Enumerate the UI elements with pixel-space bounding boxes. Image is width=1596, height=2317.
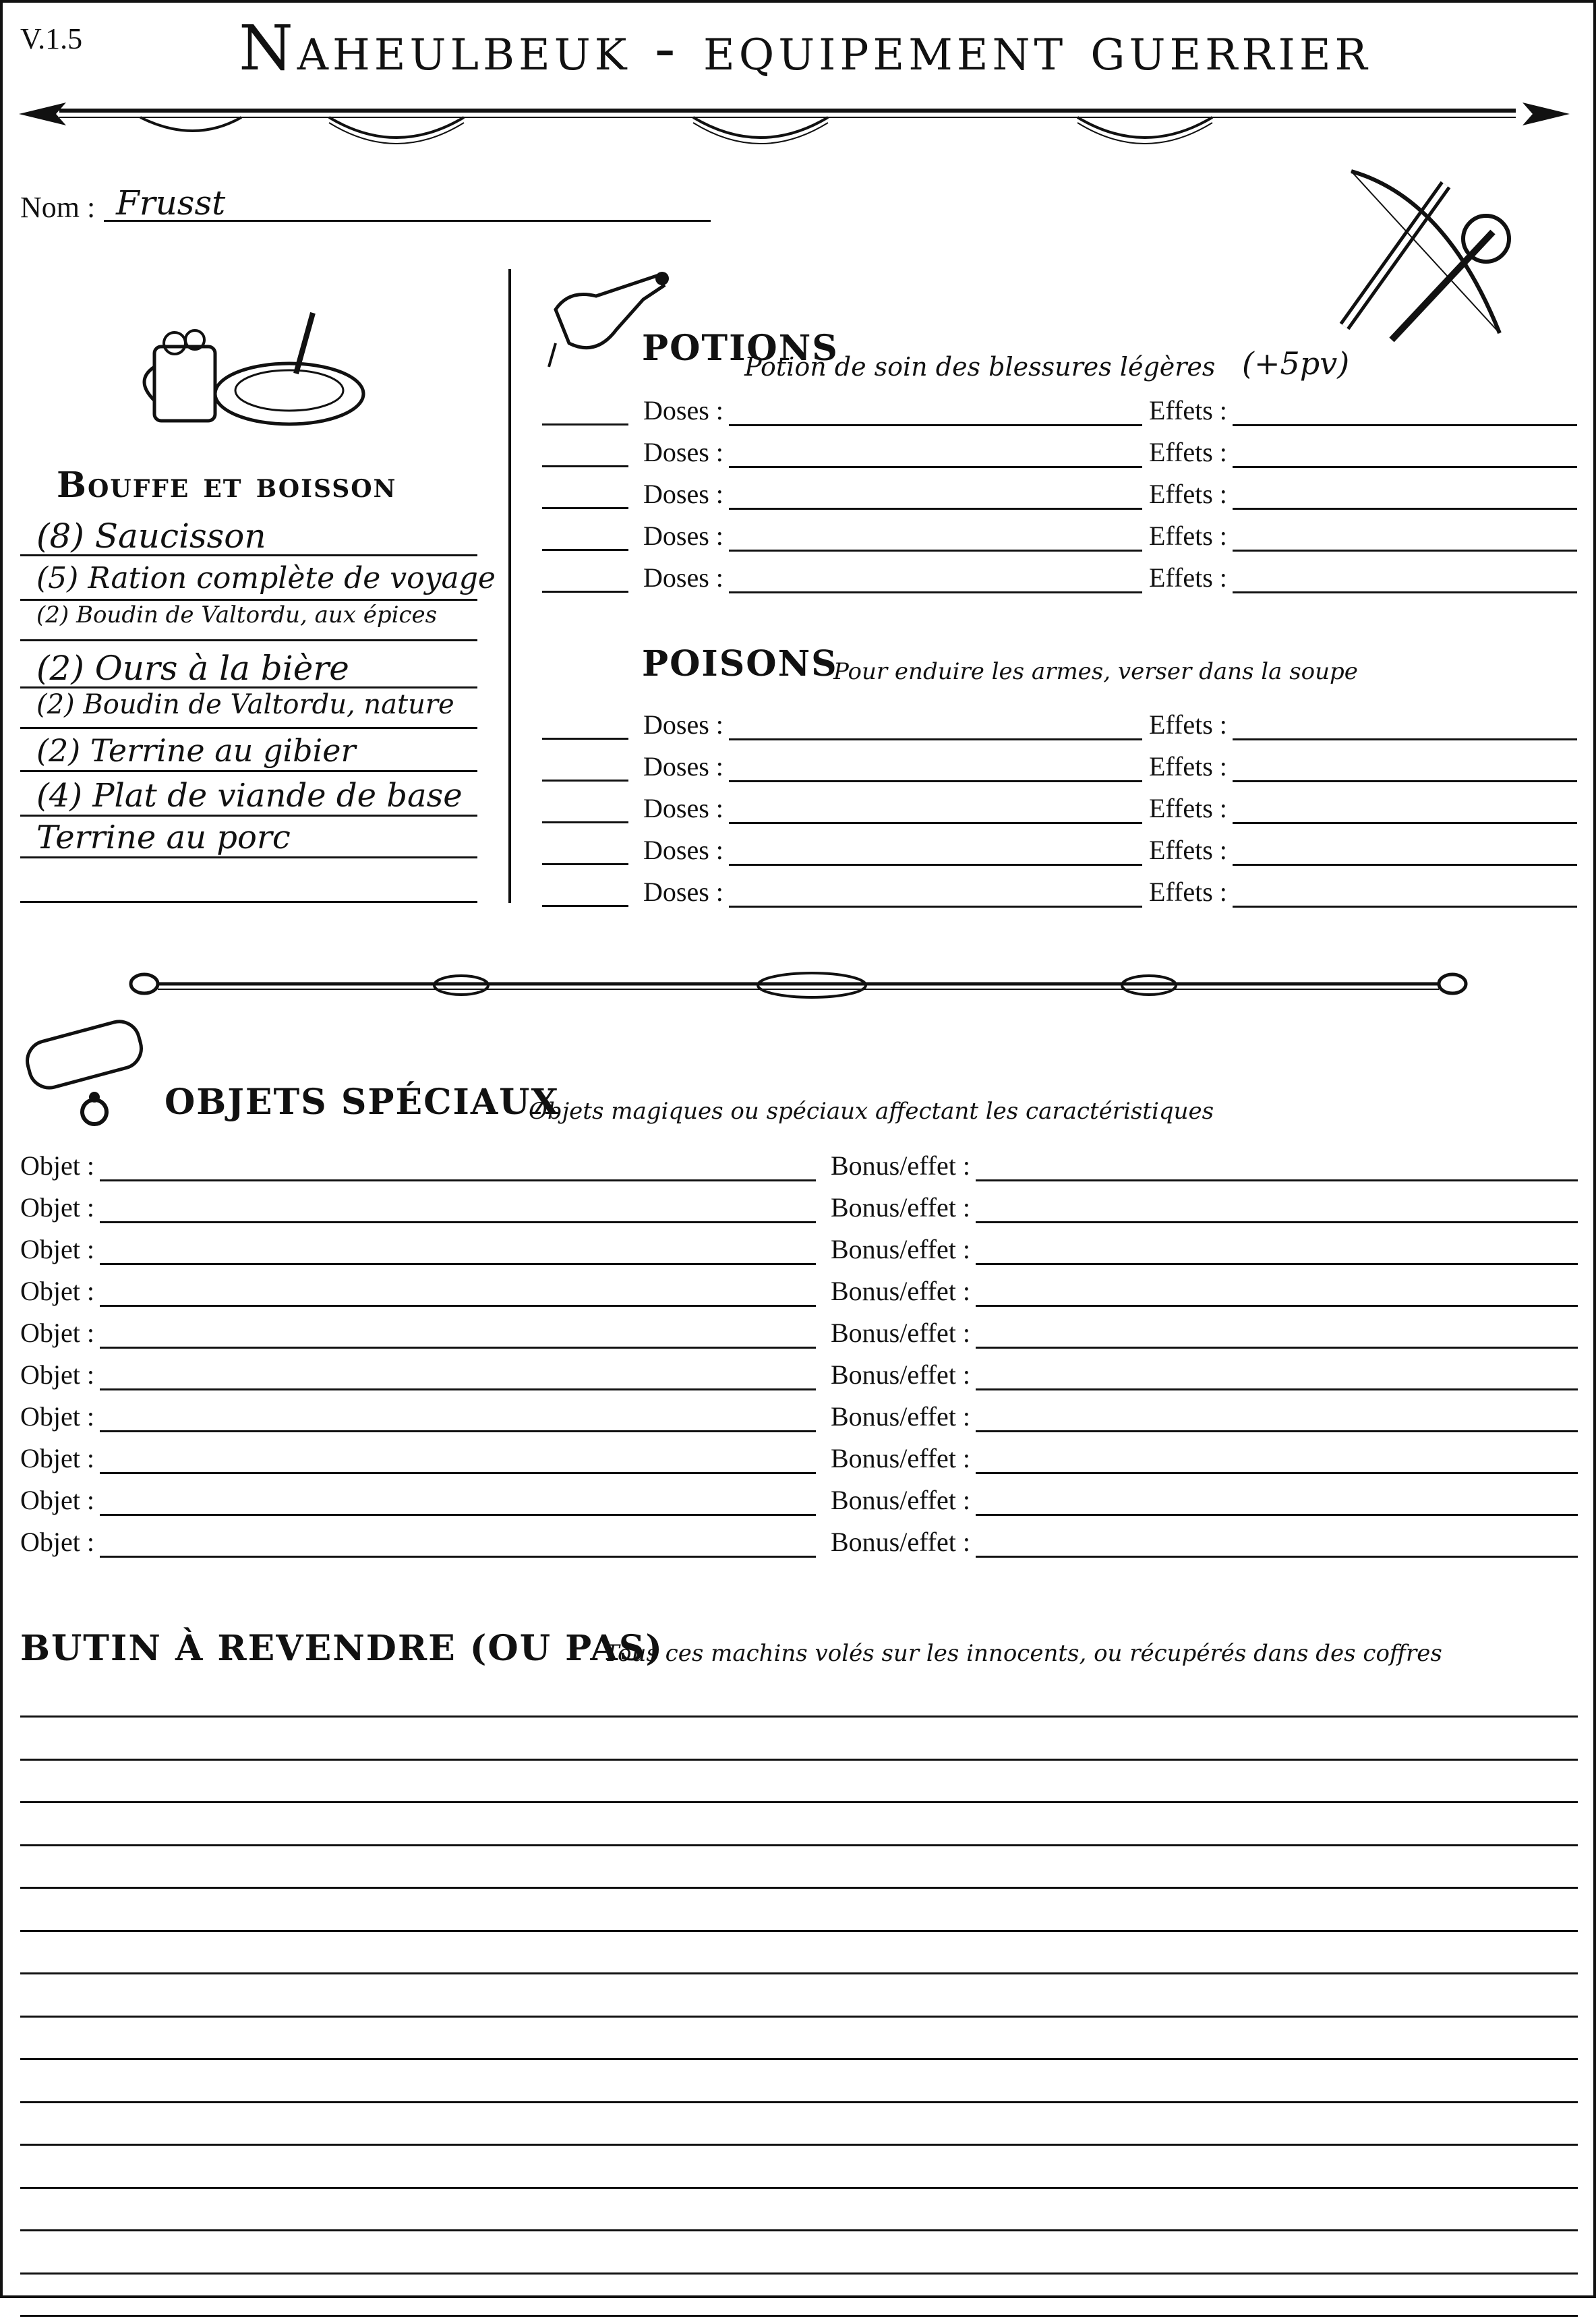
- potion-dose-row: [643, 521, 1142, 552]
- potion-dose-row: [643, 437, 1142, 468]
- special-object-row: [20, 1485, 816, 1516]
- bonus-field[interactable]: [976, 1198, 1578, 1223]
- special-object-row: [20, 1443, 816, 1474]
- poison-effect-label: Effets :: [1149, 751, 1227, 782]
- potions-heading: POTIONS: [642, 328, 839, 369]
- object-label: Objet :: [20, 1527, 94, 1557]
- potion-dose-row: [643, 479, 1142, 510]
- poison-effect-row: [1149, 709, 1577, 740]
- potion-dose-field[interactable]: [729, 568, 1142, 593]
- special-bonus-row: [831, 1318, 1578, 1349]
- object-label: Objet :: [20, 1401, 94, 1432]
- special-bonus-row: [831, 1276, 1578, 1307]
- poison-quantity-line[interactable]: [542, 738, 628, 740]
- bonus-field[interactable]: [976, 1282, 1578, 1307]
- food-item[interactable]: (8) Saucisson: [36, 517, 266, 556]
- potion-effect-label: Effets :: [1149, 479, 1227, 509]
- poison-quantity-line[interactable]: [542, 863, 628, 865]
- bonus-label: Bonus/effet :: [831, 1318, 971, 1348]
- potion-quantity-line[interactable]: [542, 591, 628, 593]
- poison-effect-label: Effets :: [1149, 877, 1227, 907]
- food-item-line: [20, 770, 477, 772]
- special-bonus-row: [831, 1443, 1578, 1474]
- special-object-row: [20, 1192, 816, 1223]
- loot-line[interactable]: [20, 2229, 1578, 2231]
- food-item[interactable]: (5) Ration complète de voyage: [36, 561, 496, 595]
- special-bonus-row: [831, 1192, 1578, 1223]
- food-item-line: [20, 599, 477, 601]
- potion-effect-field[interactable]: [1233, 401, 1577, 426]
- loot-line[interactable]: [20, 1972, 1578, 1974]
- scroll-ring-icon: [20, 1018, 155, 1132]
- special-object-row: [20, 1359, 816, 1390]
- potion-1-effect[interactable]: (+5pv): [1242, 345, 1350, 382]
- poisons-subtitle: Pour enduire les armes, verser dans la soupe: [833, 658, 1358, 685]
- potion-effect-row: [1149, 562, 1577, 593]
- loot-line[interactable]: [20, 1715, 1578, 1718]
- potion-quantity-line[interactable]: [542, 423, 628, 426]
- poison-effect-label: Effets :: [1149, 709, 1227, 740]
- loot-line[interactable]: [20, 2144, 1578, 2146]
- page-title: Naheulbeuk - equipement guerrier: [239, 12, 1371, 84]
- poison-dose-field[interactable]: [729, 757, 1142, 782]
- special-object-row: [20, 1318, 816, 1349]
- special-subtitle: Objets magiques ou spéciaux affectant les caractéristiques: [529, 1098, 1214, 1125]
- bonus-label: Bonus/effet :: [831, 1234, 971, 1264]
- special-bonus-row: [831, 1234, 1578, 1265]
- crossed-weapons-icon: [1324, 158, 1527, 353]
- bonus-label: Bonus/effet :: [831, 1150, 971, 1181]
- loot-line[interactable]: [20, 1759, 1578, 1761]
- potion-dose-label: Doses :: [643, 395, 723, 426]
- food-item[interactable]: (2) Terrine au gibier: [36, 732, 356, 769]
- potion-effect-row: [1149, 479, 1577, 510]
- poison-dose-label: Doses :: [643, 751, 723, 782]
- bonus-label: Bonus/effet :: [831, 1443, 971, 1473]
- poison-dose-label: Doses :: [643, 709, 723, 740]
- object-field[interactable]: [100, 1282, 816, 1307]
- column-divider: [508, 269, 511, 903]
- poison-dose-row: [643, 877, 1142, 908]
- special-bonus-row: [831, 1527, 1578, 1558]
- bonus-label: Bonus/effet :: [831, 1192, 971, 1223]
- poison-effect-field[interactable]: [1233, 757, 1577, 782]
- poison-effect-row: [1149, 793, 1577, 824]
- object-label: Objet :: [20, 1276, 94, 1306]
- object-label: Objet :: [20, 1234, 94, 1264]
- object-field[interactable]: [100, 1366, 816, 1390]
- potion-dose-row: [643, 562, 1142, 593]
- potion-effect-row: [1149, 521, 1577, 552]
- poison-effect-row: [1149, 877, 1577, 908]
- poison-effect-field[interactable]: [1233, 883, 1577, 908]
- bonus-field[interactable]: [976, 1366, 1578, 1390]
- loot-line[interactable]: [20, 2272, 1578, 2275]
- poison-effect-field[interactable]: [1233, 799, 1577, 824]
- bonus-field[interactable]: [976, 1449, 1578, 1474]
- object-label: Objet :: [20, 1150, 94, 1181]
- loot-line[interactable]: [20, 2016, 1578, 2018]
- poison-dose-field[interactable]: [729, 883, 1142, 908]
- bonus-field[interactable]: [976, 1324, 1578, 1349]
- loot-line[interactable]: [20, 2058, 1578, 2060]
- potion-effect-field[interactable]: [1233, 527, 1577, 552]
- object-field[interactable]: [100, 1240, 816, 1265]
- loot-line[interactable]: [20, 1801, 1578, 1803]
- potion-effect-label: Effets :: [1149, 521, 1227, 551]
- potion-effect-field[interactable]: [1233, 443, 1577, 468]
- object-field[interactable]: [100, 1407, 816, 1432]
- potion-dose-label: Doses :: [643, 437, 723, 467]
- bonus-field[interactable]: [976, 1533, 1578, 1558]
- special-bonus-row: [831, 1485, 1578, 1516]
- staff-divider-icon: [131, 964, 1466, 1004]
- poisons-heading: POISONS: [642, 643, 838, 684]
- potion-effect-field[interactable]: [1233, 485, 1577, 510]
- potion-dose-label: Doses :: [643, 479, 723, 509]
- poison-effect-field[interactable]: [1233, 715, 1577, 740]
- food-item-line: [20, 901, 477, 903]
- bonus-label: Bonus/effet :: [831, 1485, 971, 1515]
- poison-dose-row: [643, 709, 1142, 740]
- special-bonus-row: [831, 1150, 1578, 1181]
- poison-quantity-line[interactable]: [542, 780, 628, 782]
- food-item-line: [20, 815, 477, 817]
- bonus-field[interactable]: [976, 1491, 1578, 1516]
- name-field-line: [104, 220, 711, 222]
- potion-effect-label: Effets :: [1149, 437, 1227, 467]
- bonus-label: Bonus/effet :: [831, 1359, 971, 1390]
- object-field[interactable]: [100, 1533, 816, 1558]
- loot-line[interactable]: [20, 1930, 1578, 1932]
- poison-dose-row: [643, 835, 1142, 866]
- object-label: Objet :: [20, 1485, 94, 1515]
- potion-quantity-line[interactable]: [542, 465, 628, 467]
- poison-dose-row: [643, 793, 1142, 824]
- object-field[interactable]: [100, 1156, 816, 1181]
- food-item-line: [20, 727, 477, 729]
- loot-line[interactable]: [20, 1844, 1578, 1846]
- special-object-row: [20, 1276, 816, 1307]
- potion-quantity-line[interactable]: [542, 507, 628, 509]
- food-item[interactable]: (2) Ours à la bière: [36, 649, 349, 688]
- special-object-row: [20, 1150, 816, 1181]
- name-label: Nom :: [20, 191, 96, 224]
- name-value[interactable]: Frusst: [116, 183, 226, 223]
- poison-dose-label: Doses :: [643, 877, 723, 907]
- special-object-row: [20, 1527, 816, 1558]
- object-field[interactable]: [100, 1491, 816, 1516]
- potion-dose-label: Doses :: [643, 521, 723, 551]
- poison-effect-row: [1149, 835, 1577, 866]
- poison-dose-field[interactable]: [729, 841, 1142, 866]
- object-field[interactable]: [100, 1324, 816, 1349]
- poison-dose-row: [643, 751, 1142, 782]
- food-tankard-icon: [141, 306, 370, 434]
- potion-effect-row: [1149, 395, 1577, 426]
- loot-subtitle: Tous ces machins volés sur les innocents, ou récupérés dans des coffres: [604, 1640, 1442, 1667]
- loot-heading: BUTIN À REVENDRE (OU PAS): [20, 1628, 663, 1669]
- potion-dose-field[interactable]: [729, 401, 1142, 426]
- loot-line[interactable]: [20, 2101, 1578, 2103]
- object-label: Objet :: [20, 1359, 94, 1390]
- potion-effect-row: [1149, 437, 1577, 468]
- potion-dose-field[interactable]: [729, 485, 1142, 510]
- potion-effect-field[interactable]: [1233, 568, 1577, 593]
- bonus-label: Bonus/effet :: [831, 1276, 971, 1306]
- spear-divider-icon: [19, 90, 1583, 151]
- version-label: V.1.5: [20, 22, 83, 55]
- object-field[interactable]: [100, 1449, 816, 1474]
- object-field[interactable]: [100, 1198, 816, 1223]
- poison-effect-label: Effets :: [1149, 835, 1227, 865]
- poison-dose-label: Doses :: [643, 793, 723, 823]
- potion-dose-label: Doses :: [643, 562, 723, 593]
- potion-dose-field[interactable]: [729, 443, 1142, 468]
- loot-line[interactable]: [20, 2187, 1578, 2189]
- poison-effect-field[interactable]: [1233, 841, 1577, 866]
- special-bonus-row: [831, 1359, 1578, 1390]
- special-object-row: [20, 1401, 816, 1432]
- special-bonus-row: [831, 1401, 1578, 1432]
- food-item[interactable]: Terrine au porc: [36, 819, 291, 856]
- object-label: Objet :: [20, 1192, 94, 1223]
- object-label: Objet :: [20, 1318, 94, 1348]
- poison-effect-row: [1149, 751, 1577, 782]
- loot-line[interactable]: [20, 1887, 1578, 1889]
- poison-dose-label: Doses :: [643, 835, 723, 865]
- food-item[interactable]: (2) Boudin de Valtordu, aux épices: [36, 602, 438, 628]
- poison-dose-field[interactable]: [729, 799, 1142, 824]
- potion-1-name[interactable]: Potion de soin des blessures légères: [744, 352, 1216, 382]
- poison-quantity-line[interactable]: [542, 821, 628, 823]
- special-object-row: [20, 1234, 816, 1265]
- bonus-label: Bonus/effet :: [831, 1401, 971, 1432]
- poison-dose-field[interactable]: [729, 715, 1142, 740]
- potion-dose-row: [643, 395, 1142, 426]
- potion-dose-field[interactable]: [729, 527, 1142, 552]
- special-heading: OBJETS SPÉCIAUX: [165, 1082, 560, 1123]
- food-item-line: [20, 639, 477, 641]
- bonus-label: Bonus/effet :: [831, 1527, 971, 1557]
- potion-quantity-line[interactable]: [542, 549, 628, 551]
- bonus-field[interactable]: [976, 1407, 1578, 1432]
- bonus-field[interactable]: [976, 1240, 1578, 1265]
- poison-effect-label: Effets :: [1149, 793, 1227, 823]
- food-item-line: [20, 856, 477, 858]
- bonus-field[interactable]: [976, 1156, 1578, 1181]
- potion-effect-label: Effets :: [1149, 562, 1227, 593]
- poison-quantity-line[interactable]: [542, 905, 628, 907]
- food-item[interactable]: (4) Plat de viande de base: [36, 777, 463, 815]
- object-label: Objet :: [20, 1443, 94, 1473]
- potion-effect-label: Effets :: [1149, 395, 1227, 426]
- food-item[interactable]: (2) Boudin de Valtordu, nature: [36, 689, 454, 720]
- food-heading: Bouffe et boisson: [57, 465, 397, 506]
